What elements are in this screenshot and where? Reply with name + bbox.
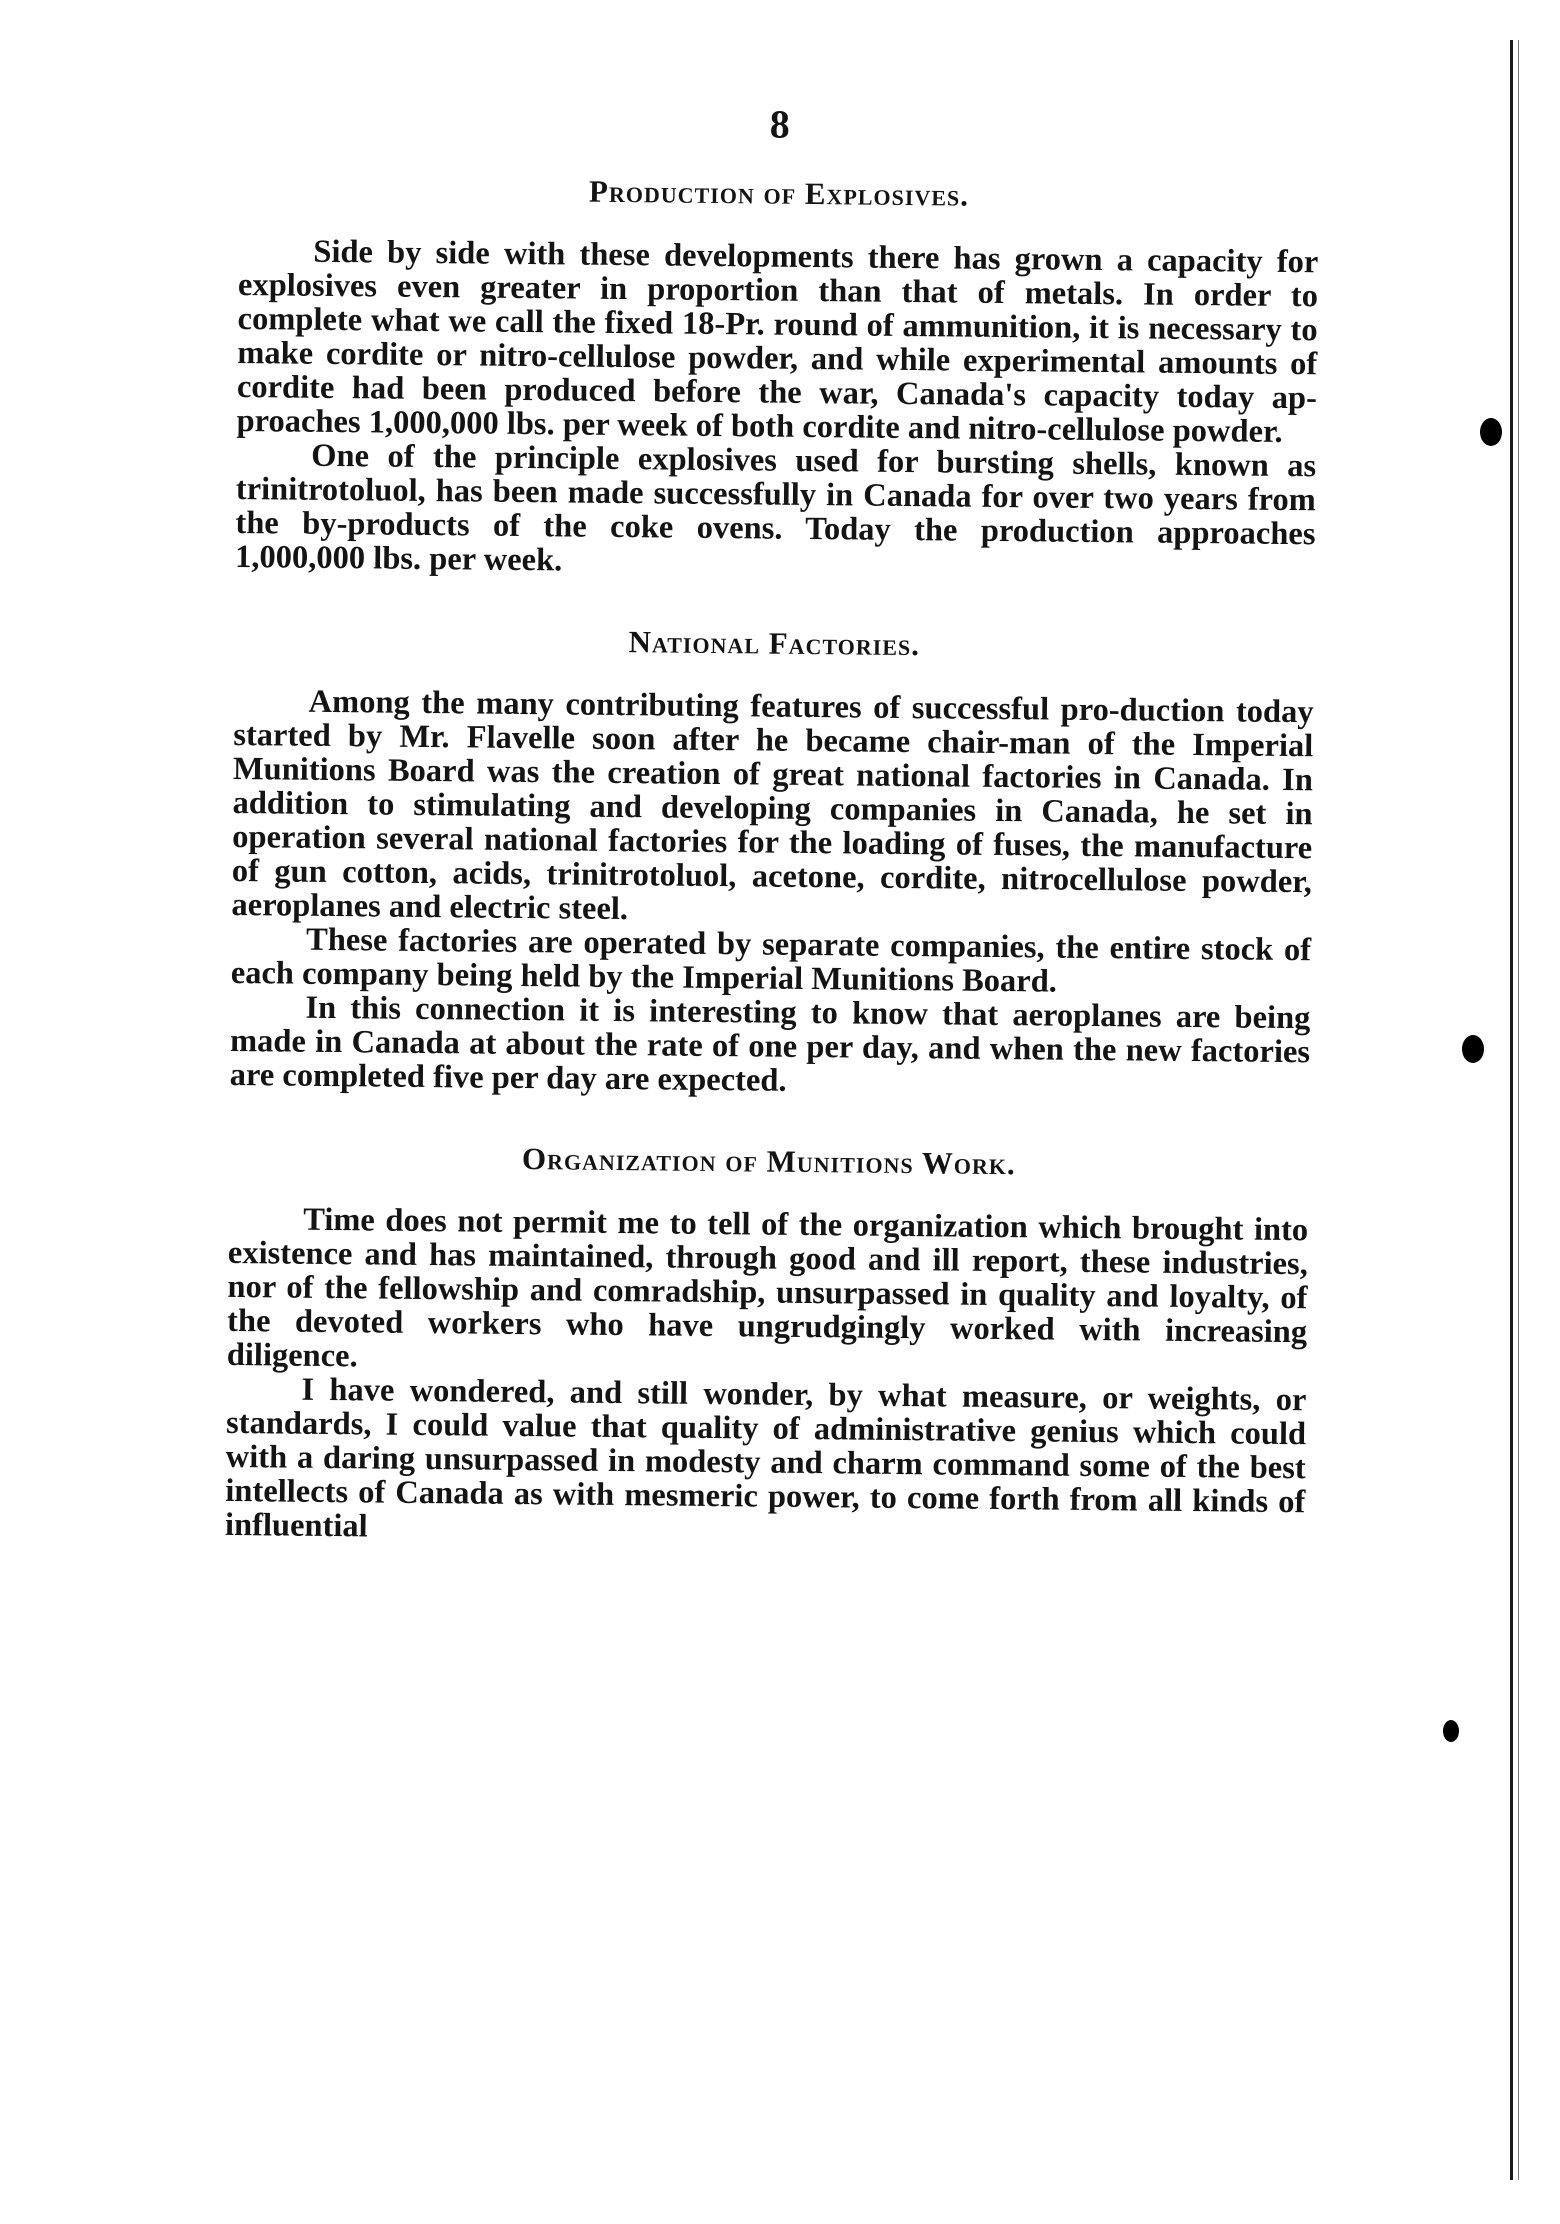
page-number: 8 (769, 101, 790, 147)
binding-stitch (1480, 418, 1502, 446)
spine-binding-line (1510, 40, 1513, 2180)
paragraph: Side by side with these developments there has grown a capacity for explosives even greater in proportion than that of metals. In order to complete what we call the fixed 18-Pr. round of ammunition, it is necessary to make cordite or nitro-cellulose powder, and while experimental amounts of cordite had been produced before the war, Canada's capacity today ap-proaches 1,000,000 lbs. per week of both cordite and nitro-cellulose powder. (236, 233, 1319, 450)
section-heading-organization: Organization of Munitions Work. (521, 1141, 1016, 1182)
paragraph: One of the principle explosives used for bursting shells, known as trinitrotoluol, has been made successfully in Canada for over two years from the by-products of the coke ovens. Today the production approaches 1,000,000 lbs. per week. (234, 437, 1317, 579)
paragraph: I have wondered, and still wonder, by what measure, or weights, or standards, I could value that quality of administrative genius which could with a daring unsurpassed in modesty and charm command some of the best intellects of Canada as with mesmeric power, to come forth from all kinds of influential (224, 1371, 1307, 1545)
binding-stitch (1462, 1035, 1484, 1063)
paragraph: In this connection it is interesting to know that aeroplanes are being made in Canada at about the rate of one per day, and when the new factories are completed five per day are expected. (229, 989, 1311, 1099)
paragraph: Among the many contributing features of successful pro-duction today started by Mr. Flavelle soon after he became chair-man of the Imperial Munitions Board was the creation of great national factories in Canada. In addition to stimulating and developing companies in Canada, he set in operation several national factories for the loading of fuses, the manufacture of gun cotton, acids, trinitrotoluol, acetone, cordite, nitrocellulose powder, aeroplanes and electric steel. (231, 683, 1314, 928)
paragraph: These factories are operated by separate companies, the entire stock of each company being held by the Imperial Munitions Board. (230, 921, 1312, 1000)
section-heading-national-factories: National Factories. (628, 624, 921, 663)
section-heading-explosives: Production of Explosives. (588, 173, 970, 213)
page-text (225, 95, 1320, 1553)
spine-binding-line-inner (1518, 40, 1519, 2180)
binding-stitch (1443, 1720, 1459, 1742)
page-spine (1505, 0, 1560, 2224)
paragraph: Time does not permit me to tell of the organization which brought into existence and has maintained, through good and ill report, these industries, nor of the fellowship and comradship, unsurpassed in quality and loyalty, of the devoted workers who have ungrudgingly worked with increasing diligence. (226, 1201, 1309, 1375)
